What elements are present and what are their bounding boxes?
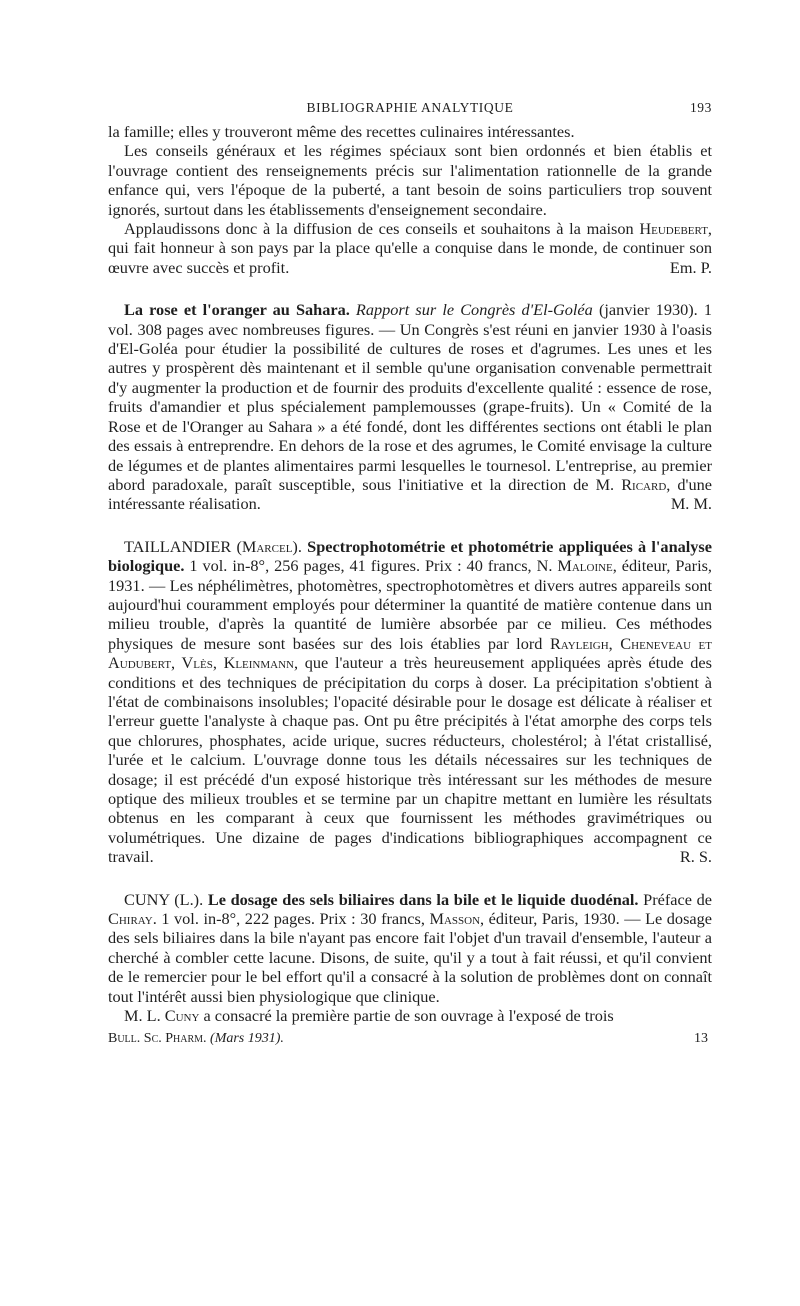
- review-signature: M. M.: [670, 494, 712, 514]
- paragraph: Les conseils généraux et les régimes spéciaux sont bien ordonnés et bien établis et l'ouvrage contient des renseignements précis sur l'alimentation rationnelle de la grande enfance qui, vers l'époque de la puberté, a tant besoin de soins particuliers trop souvent ignorés, surtout dans les établissements d'enseignement secondaire.: [108, 141, 712, 219]
- person-name: Ricard: [621, 474, 667, 494]
- book-author: TAILLANDIER: [124, 536, 232, 556]
- review-entry: TAILLANDIER (Marcel). Spectrophotométrie et photométrie appliquées à l'analyse biologique. 1 vol. in-8°, 256 pages, 41 figures. Prix : 40 francs, N. Maloine, éditeur, Paris, 1931. — Les néphélimètres, photomètres, spectrophotomètres et divers autres appareils sont aujourd'hui couramment employés pour déterminer la quantité de matière contenue dans un milieu trouble, d'après la quantité de lumière absorbée par ce milieu. Ces méthodes physiques de mesure sont basées sur des lois établies par lord Rayleigh, Cheneveau et Audubert, Vlès, Kleinmann, que l'auteur a très heureusement appliquées après étude des conditions et des techniques de précipitation du corps à doser. La précipitation s'obtient à l'état de combinaisons insolubles; l'opacité désirable pour le dosage est délicate à réaliser et l'erreur guette l'analyste à chaque pas. Ont pu être précipités à l'état amorphe des corps tels que chlorures, phosphates, acide urique, sucres réducteurs, cholestérol; à l'état cristallisé, l'urée et le calcium. L'ouvrage donne tous les détails nécessaires sur les techniques de dosage; il est précédé d'un exposé historique très intéressant sur les méthodes de mesure optique des milieux troubles et se termine par un chapitre mettant en lumière les résultats obtenus en les comparant à ceux que fournissent les méthodes gravimétriques ou volumétriques. Une dizaine de pages d'indications bibliographiques accompagnent ce travail. R. S.: [108, 536, 713, 867]
- book-subtitle: Rapport sur le Congrès d'El-Goléa: [355, 300, 593, 320]
- publisher-name: Maloine: [557, 556, 613, 576]
- book-author: CUNY (L.).: [124, 889, 204, 909]
- paragraph: Applaudissons donc à la diffusion de ces conseils et souhaitons à la maison Heudebert, qui fait honneur à son pays par la place qu'elle a conquise dans le monde, de continuer son œuvre avec succès et profit. Em. P.: [108, 219, 712, 277]
- review-signature: R. S.: [679, 847, 712, 867]
- publisher-name: Masson: [429, 909, 481, 929]
- paragraph-continuation: la famille; elles y trouveront même des recettes culinaires intéressantes.: [108, 122, 575, 141]
- page: [108, 100, 712, 1053]
- page-number: 193: [689, 100, 712, 115]
- book-title: Spectrophotométrie et photométrie appliquées à l'analyse biologique.: [108, 536, 712, 576]
- review-entry: CUNY (L.). Le dosage des sels biliaires dans la bile et le liquide duodénal. Préface de Chiray. 1 vol. in-8°, 222 pages. Prix : 30 francs, Masson, éditeur, Paris, 1930. — Le dosage des sels biliaires dans la bile n'ayant pas encore fait l'objet d'un travail d'ensemble, l'auteur a cherché à combler cette lacune. Disons, de suite, qu'il y a tout à fait réussi, et qu'il convient de le remercier pour le bel effort qu'il a consacré à la solution de problèmes dont on connaît tout l'intérêt aussi bien physiologique que clinique.: [108, 889, 713, 1006]
- journal-reference: Bull. Sc. Pharm. (Mars 1931).: [108, 1031, 284, 1047]
- review-entry: La rose et l'oranger au Sahara. Rapport sur le Congrès d'El-Goléa (janvier 1930). 1 vol. 308 pages avec nombreuses figures. — Un Congrès s'est réuni en janvier 1930 à l'oasis d'El-Goléa pour étudier la possibilité de cultures de roses et d'agrumes. Les unes et les autres y prospèrent dès maintenant et il semble qu'une organisation convenable permettrait d'y augmenter la production et de fournir des produits d'excellente qualité : essence de rose, fruits d'amandier et plus spécialement pamplemousses (grape-fruits). Un « Comité de la Rose et de l'Oranger au Sahara » a été fondé, dont les différentes sections ont établi le plan des essais à entreprendre. En dehors de la rose et des agrumes, le Comité envisage la culture de légumes et de plantes alimentaires parmi lesquelles le tournesol. L'entreprise, au premier abord paradoxale, paraît susceptible, sous l'initiative et la direction de M. Ricard, d'une intéressante réalisation. M. M.: [108, 300, 712, 514]
- book-title: La rose et l'oranger au Sahara.: [124, 300, 350, 320]
- signature-mark: 13: [694, 1031, 708, 1047]
- company-name: Heudebert: [639, 219, 708, 239]
- person-name: Cuny: [164, 1006, 200, 1026]
- author-firstname: (Marcel).: [236, 536, 302, 556]
- paragraph: M. L. Cuny a consacré la première partie de son ouvrage à l'exposé de trois: [124, 1006, 614, 1026]
- review-signature: Em. P.: [669, 257, 712, 277]
- person-name: Chiray: [108, 909, 153, 929]
- book-title: Le dosage des sels biliaires dans la bile et le liquide duodénal.: [207, 889, 639, 909]
- person-names: Rayleigh, Cheneveau et Audubert, Vlès, Kleinmann: [108, 633, 712, 673]
- running-title: BIBLIOGRAPHIE ANALYTIQUE: [306, 100, 514, 115]
- running-header: [108, 100, 712, 122]
- page-footer: [108, 1031, 712, 1053]
